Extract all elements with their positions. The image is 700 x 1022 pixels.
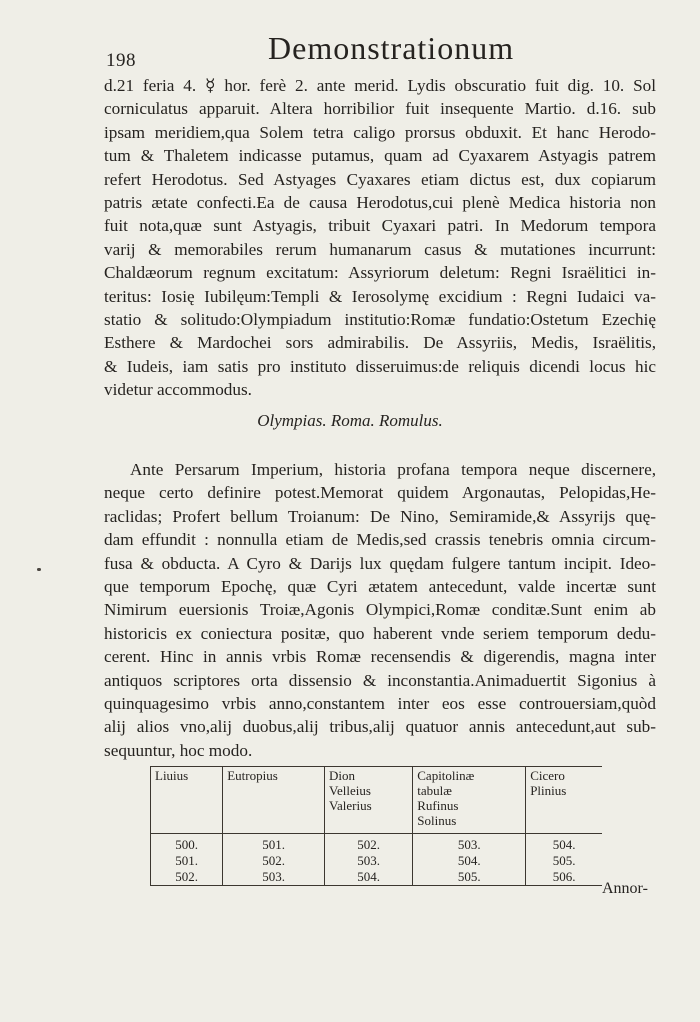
text-line: ipsam meridiem,qua Solem tetra caligo prorsus obduxit. Et hanc Herodo- (104, 122, 656, 142)
years-comparison-table (150, 766, 602, 886)
text-line: neque certo definire potest.Memorat quidem Argonautas, Pelopidas,He- (104, 483, 656, 503)
catchword: Annor- (602, 880, 648, 897)
table-body (151, 834, 603, 886)
table-cell: 504. (526, 834, 602, 854)
text-line: que temporum Epochę, quæ Cyri ætatem antecedunt, valde incertæ sunt (104, 576, 656, 596)
text-line: historicis ex coniectura positæ, quo haberent vnde seriem temporum dedu- (104, 623, 656, 643)
text-line: dam effundit : nonnulla etiam de Medis,sed crassis tenebris omnia circum- (104, 530, 656, 550)
text-line: statio & solitudo:Olympiadum institutio:Romæ fundatio:Ostetum Ezechię (104, 309, 656, 329)
column-header (151, 767, 223, 834)
text-line: tum & Thaletem indicasse putamus, quam ad Cyaxarem Astyagis patrem (104, 146, 656, 166)
text-line: raclidas; Profert bellum Troianum: De Nino, Semiramide,& Assyrijs quę- (104, 506, 656, 526)
table-cell: 503. (413, 834, 526, 854)
column-header-label: Solinus (417, 813, 457, 828)
text-line: d.21 feria 4. ☿ hor. ferè 2. ante merid. Lydis obscuratio fuit dig. 10. Sol (104, 76, 656, 95)
column-header-label: Dion (329, 768, 356, 783)
table-cell: 501. (151, 853, 223, 869)
column-header-label: Eutropius (227, 768, 278, 783)
text-line: quinquagesimo vrbis anno,constantem inter eos esse controuersiam,quòd (104, 693, 656, 713)
text-line: varij & memorabiles rerum humanarum casus & mutationes incurrunt: (104, 239, 656, 259)
table-cell: 501. (223, 834, 325, 854)
text-line: & Iudeis, iam satis pro instituto disseruimus:de reliquis dicendi locus hic (104, 356, 656, 376)
table-cell: 502. (223, 853, 325, 869)
table-cell: 504. (413, 853, 526, 869)
margin-mark (37, 568, 41, 571)
text-line: teritus: Iosię Iubilęum:Templi & Ierosolymę excidium : Regni Iudaici va- (104, 286, 656, 306)
column-header (223, 767, 325, 834)
table-row (151, 853, 603, 869)
running-head: Demonstrationum (268, 30, 515, 66)
text-line: Chaldæorum regnum excitatum: Assyriorum deletum: Regni Israëlitici in- (104, 263, 656, 283)
text-line: Ante Persarum Imperium, historia profana tempora neque discernere, (130, 460, 656, 479)
text-line: Esthere & Mardochei sors admirabilis. De Assyriis, Medis, Israëlitis, (104, 333, 656, 353)
column-header-label: Cicero (530, 768, 565, 783)
column-header-label: Capitolinæ (417, 768, 475, 783)
column-header-label: Rufinus (417, 798, 459, 813)
text-line: refert Herodotus. Sed Astyages Cyaxares etiam dictus est, dux copiarum (104, 169, 656, 189)
table-cell: 503. (325, 853, 413, 869)
text-line: corniculatus apparuit. Altera horribilior fuit insequente Martio. d.16. sub (104, 99, 656, 119)
table-row (151, 834, 603, 854)
text-line: alij alios vno,alij duobus,alij tribus,alij quatuor annis antecedunt,aut sub- (104, 717, 656, 737)
column-header-label: Velleius (329, 783, 371, 798)
table-cell: 500. (151, 834, 223, 854)
column-header-label: Valerius (329, 798, 372, 813)
text-line: cerent. Hinc in annis vrbis Romæ recensendis & digerendis, magna inter (104, 647, 656, 667)
text-line: patris ætate confecti.Ea de causa Herodotus,cui plenè Medica historia non (104, 192, 656, 212)
text-line: fuit nota,quæ sunt Astyagis, tribuit Cyaxari patri. In Medorum tempora (104, 216, 656, 236)
text-line: antiquos scriptores orta dissensio & inconstantia.Animaduertit Sigonius à (104, 670, 656, 690)
text-line: Nimirum euersionis Troiæ,Agonis Olympici,Romæ conditæ.Sunt enim ab (104, 600, 656, 620)
table-cell: 502. (151, 869, 223, 886)
text-line: videtur accommodus. (104, 380, 252, 400)
column-header-label: Plinius (530, 783, 567, 798)
page-number: 198 (106, 50, 136, 71)
table-header-row (151, 767, 603, 834)
column-header (325, 767, 413, 834)
section-heading: Olympias. Roma. Romulus. (257, 411, 443, 430)
table-row (151, 869, 603, 886)
paragraph-1 (104, 74, 656, 401)
text-line: fusa & obducta. A Cyro & Darijs lux quędam fulgere tantum incipit. Ideo- (104, 553, 656, 573)
column-header-label: tabulæ (417, 783, 452, 798)
column-header (413, 767, 526, 834)
table-cell: 506. (526, 869, 602, 886)
paragraph-2 (104, 458, 656, 762)
table-cell: 505. (413, 869, 526, 886)
table-cell: 502. (325, 834, 413, 854)
table-cell: 503. (223, 869, 325, 886)
column-header-label: Liuius (155, 768, 189, 783)
text-line: sequuntur, hoc modo. (104, 740, 253, 760)
table-cell: 505. (526, 853, 602, 869)
table-cell: 504. (325, 869, 413, 886)
column-header (526, 767, 602, 834)
